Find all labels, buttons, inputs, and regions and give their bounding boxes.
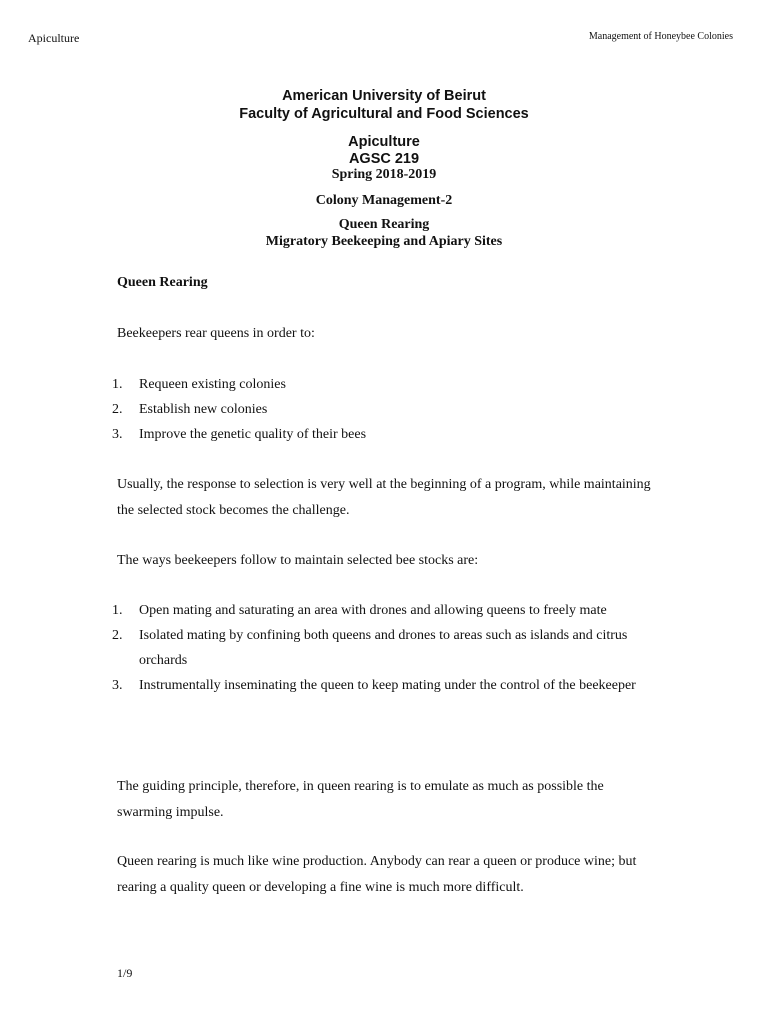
list-item [0, 397, 649, 422]
list-item [0, 372, 649, 397]
list-number: 3. [112, 678, 123, 693]
page-number: 1/9 [117, 966, 133, 980]
guiding-principle-paragraph: The guiding principle, therefore, in queen rearing is to emulate as much as possible the swarming impulse. [117, 779, 604, 820]
list-item [0, 598, 649, 623]
list-number: 2. [112, 628, 123, 643]
subtopic-migratory: Migratory Beekeeping and Apiary Sites [265, 234, 503, 249]
list-number: 1. [112, 603, 123, 618]
list-item-text: Open mating and saturating an area with drones and allowing queens to freely mate [139, 603, 607, 618]
term: Spring 2018-2019 [331, 167, 437, 182]
faculty-name: Faculty of Agricultural and Food Sciences [239, 106, 529, 122]
ways-list [0, 598, 700, 698]
list-item [0, 422, 649, 447]
course-name: Apiculture [348, 134, 420, 150]
section-heading: Queen Rearing [117, 275, 208, 290]
list-number: 3. [112, 427, 123, 442]
intro-paragraph: Beekeepers rear queens in order to: [117, 326, 315, 341]
topic-title: Colony Management-2 [315, 193, 453, 208]
list-number: 2. [112, 402, 123, 417]
reasons-list [0, 372, 700, 447]
university-name: American University of Beirut [282, 88, 486, 104]
list-item-text: Requeen existing colonies [139, 377, 286, 392]
running-header-right: Management of Honeybee Colonies [588, 31, 733, 42]
running-header-left: Apiculture [28, 31, 80, 45]
subtopic-queen-rearing: Queen Rearing [338, 217, 430, 232]
list-number: 1. [112, 377, 123, 392]
selection-paragraph: Usually, the response to selection is very well at the beginning of a program, while maintaining the selected stock becomes the challenge. [117, 477, 651, 518]
list-item [0, 673, 649, 698]
list-item-text: Improve the genetic quality of their bees [139, 427, 367, 442]
list-item-text: Isolated mating by confining both queens and drones to areas such as islands and citrus orchards [139, 628, 628, 668]
ways-intro-paragraph: The ways beekeepers follow to maintain selected bee stocks are: [117, 553, 479, 568]
list-item [0, 623, 649, 673]
list-item-text: Instrumentally inseminating the queen to keep mating under the control of the beekeeper [139, 678, 636, 693]
list-item-text: Establish new colonies [139, 402, 268, 417]
course-code: AGSC 219 [348, 151, 420, 167]
wine-analogy-paragraph: Queen rearing is much like wine production. Anybody can rear a queen or produce wine; but rearing a quality queen or developing a fine wine is much more difficult. [117, 854, 637, 895]
